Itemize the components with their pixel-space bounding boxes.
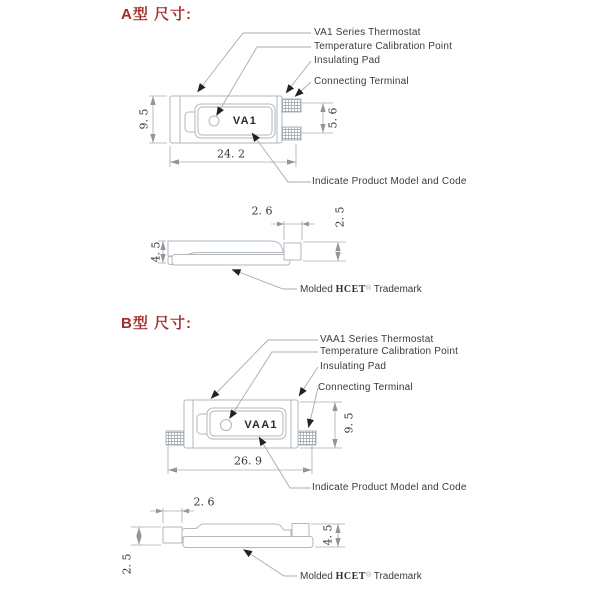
b-dim-arrow: [182, 509, 189, 514]
a-dim-terminal-height: 2. 5: [333, 206, 347, 228]
b-callout-series: VAA1 Series Thermostat: [320, 334, 434, 345]
b-dim-body-length: 26. 9: [234, 454, 262, 468]
b-callout-insulating-pad: Insulating Pad: [320, 361, 387, 372]
a-molded-prefix: Molded: [300, 284, 333, 295]
b-molded-suffix: Trademark: [373, 571, 422, 582]
a-dim-arrow: [302, 222, 309, 227]
a-dim-terminal-length: 2. 6: [251, 204, 273, 218]
a-dim-body-length: 24. 2: [217, 147, 245, 161]
b-callout-temp-cal: Temperature Calibration Point: [320, 346, 459, 357]
b-registered-icon: ®: [365, 572, 372, 579]
a-registered-icon: ®: [365, 285, 372, 292]
section-a-title: A型 尺寸:: [121, 6, 192, 23]
a-side-view: [168, 241, 301, 265]
a-callout-temp-cal: Temperature Calibration Point: [314, 41, 453, 52]
b-side-view: [163, 524, 313, 548]
section-b-title: B型 尺寸:: [121, 315, 192, 332]
b-dim-terminal-height: 2. 5: [120, 553, 134, 575]
a-molded-brand: HCET: [335, 284, 366, 295]
b-callout-indicate: Indicate Product Model and Code: [312, 482, 467, 493]
a-callout-connecting-terminal: Connecting Terminal: [314, 76, 409, 87]
a-calibration-point: [209, 116, 219, 126]
b-terminal-left: [166, 431, 184, 445]
a-callout-series: VA1 Series Thermostat: [314, 27, 421, 38]
b-molded-trademark: [300, 570, 422, 583]
a-side-terminal: [284, 243, 301, 260]
b-callout-connecting-terminal: Connecting Terminal: [318, 382, 413, 393]
b-calibration-point: [221, 420, 232, 431]
a-terminal-bottom: [282, 127, 301, 140]
a-dim-arrow: [277, 222, 284, 227]
b-dim-body-height: 9. 5: [342, 412, 356, 434]
a-molded-trademark: [300, 283, 422, 296]
a-molded-suffix: Trademark: [373, 284, 422, 295]
b-molded-brand: HCET: [335, 571, 366, 582]
b-type-drawing: [0, 310, 600, 600]
a-terminal-top: [282, 99, 301, 112]
a-model-label: VA1: [232, 115, 258, 127]
b-terminal-right: [298, 431, 316, 445]
b-model-label: VAA1: [244, 419, 278, 431]
b-molded-prefix: Molded: [300, 571, 333, 582]
a-callout-indicate: Indicate Product Model and Code: [312, 176, 467, 187]
a-dim-body-height: 9. 5: [137, 108, 151, 130]
b-side-terminal: [163, 527, 182, 543]
b-dim-terminal-length: 2. 6: [193, 495, 215, 509]
b-dim-arrow: [156, 509, 163, 514]
a-dim-terminal-span: 5. 6: [326, 107, 340, 129]
a-callout-insulating-pad: Insulating Pad: [314, 55, 381, 66]
b-top-view: [166, 400, 316, 448]
b-dim-profile-height: 4. 5: [321, 524, 335, 546]
a-dim-profile-height: 4. 5: [149, 241, 163, 263]
